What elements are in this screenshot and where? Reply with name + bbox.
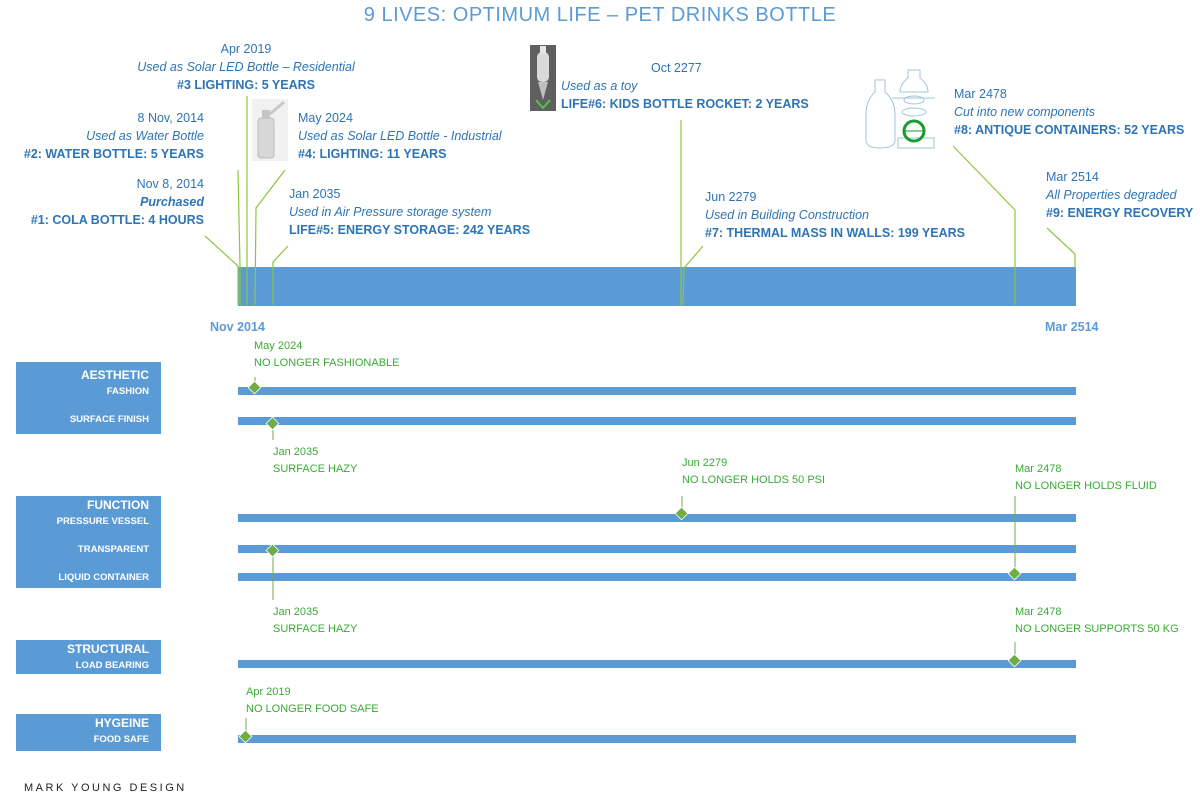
life-event-1 [31, 175, 204, 229]
life-event-desc: Used as a toy [561, 79, 638, 93]
life-event-8 [954, 85, 1184, 139]
bar-load-bearing [238, 660, 1076, 668]
bar-transparent [238, 545, 1076, 553]
category-aesthetic [16, 362, 161, 434]
life-event-date: Apr 2019 [220, 42, 272, 56]
life-event-5 [289, 185, 530, 239]
bar-liquid-container [238, 573, 1076, 581]
degradation-text: NO LONGER HOLDS FLUID [1015, 480, 1157, 492]
degradation-date: Mar 2478 [1015, 463, 1062, 475]
life-event-life: #2: WATER BOTTLE: 5 YEARS [23, 147, 204, 161]
life-event-3 [116, 40, 376, 94]
life-event-date: 8 Nov, 2014 [137, 111, 204, 125]
degradation-fashion [254, 338, 399, 372]
life-event-life: #4: LIGHTING: 11 YEARS [298, 147, 447, 161]
life-event-life: #7: THERMAL MASS IN WALLS: 199 YEARS [705, 226, 965, 240]
category-function [16, 496, 161, 588]
bar-food-safe [238, 735, 1076, 743]
life-event-date: Mar 2514 [1046, 170, 1099, 184]
degradation-text: NO LONGER SUPPORTS 50 KG [1015, 623, 1179, 635]
page-title: 9 LIVES: OPTIMUM LIFE – PET DRINKS BOTTLE [363, 4, 837, 26]
life-event-date: Nov 8, 2014 [136, 177, 204, 191]
life-event-life: #1: COLA BOTTLE: 4 HOURS [30, 213, 204, 227]
category-sub-transparent: TRANSPARENT [77, 544, 149, 555]
footer-brand: MARK YOUNG DESIGN [24, 782, 187, 794]
category-sub-pressure-vessel: PRESSURE VESSEL [56, 516, 149, 527]
life-event-9 [1046, 168, 1193, 222]
life-event-date: May 2024 [298, 111, 353, 125]
degradation-date: Jan 2035 [273, 606, 319, 618]
leader-life-9 [1047, 228, 1075, 268]
life-event-desc: All Properties degraded [1046, 188, 1177, 202]
life-event-life: #3 LIGHTING: 5 YEARS [177, 78, 315, 92]
degradation-liquid-container [1015, 461, 1157, 495]
category-sub-food-safe: FOOD SAFE [93, 734, 149, 745]
life-event-life: LIFE#5: ENERGY STORAGE: 242 YEARS [289, 223, 531, 237]
category-title: STRUCTURAL [67, 642, 149, 656]
life-event-date: Mar 2478 [954, 87, 1007, 101]
solar-led-bottle-image [252, 99, 288, 161]
degradation-stems [246, 377, 1015, 735]
category-title: FUNCTION [87, 498, 149, 512]
degradation-date: Jan 2035 [273, 446, 319, 458]
life-event-6 [561, 59, 809, 113]
category-sub-load-bearing: LOAD BEARING [75, 660, 149, 671]
degradation-date: Jun 2279 [682, 457, 728, 469]
bottle-rocket-image [530, 45, 556, 111]
lifespan-bar [238, 267, 1076, 306]
life-event-life: LIFE#6: KIDS BOTTLE ROCKET: 2 YEARS [561, 97, 809, 111]
degradation-surface-finish [273, 444, 357, 478]
degradation-food-safe [246, 684, 379, 718]
life-event-7 [705, 188, 965, 242]
bar-surface-finish [238, 417, 1076, 425]
life-event-desc: Used in Air Pressure storage system [289, 205, 492, 219]
bar-fashion [238, 387, 1076, 395]
category-sub-fashion: FASHION [106, 386, 149, 397]
life-event-date: Oct 2277 [651, 61, 702, 75]
category-structural [16, 640, 161, 674]
degradation-text: NO LONGER HOLDS 50 PSI [682, 474, 826, 486]
life-event-desc: Used in Building Construction [705, 208, 869, 222]
degradation-date: May 2024 [254, 340, 303, 352]
degradation-transparent [273, 604, 357, 638]
leader-life-1 [205, 236, 238, 305]
life-event-desc: Purchased [140, 195, 204, 209]
bar-pressure-vessel [238, 514, 1076, 522]
category-title: HYGEINE [94, 716, 149, 730]
degradation-text: SURFACE HAZY [273, 463, 358, 475]
life-event-desc: Used as Solar LED Bottle - Industrial [298, 129, 502, 143]
life-event-date: Jun 2279 [705, 190, 757, 204]
life-event-life: #9: ENERGY RECOVERY [1046, 206, 1194, 220]
life-event-life: #8: ANTIQUE CONTAINERS: 52 YEARS [954, 123, 1185, 137]
degradation-load-bearing [1015, 604, 1179, 638]
degradation-text: NO LONGER FASHIONABLE [254, 357, 400, 369]
axis-start-label: Nov 2014 [210, 320, 265, 334]
antique-containers-sketch [866, 70, 935, 148]
axis-end-label: Mar 2514 [1045, 320, 1099, 334]
category-title: AESTHETIC [80, 368, 149, 382]
life-event-desc: Cut into new components [954, 105, 1096, 119]
life-event-desc: Used as Water Bottle [86, 129, 204, 143]
category-sub-surface-finish: SURFACE FINISH [69, 414, 149, 425]
life-event-4 [298, 109, 502, 163]
degradation-text: NO LONGER FOOD SAFE [246, 703, 379, 715]
life-event-2 [24, 109, 204, 163]
life-event-desc: Used as Solar LED Bottle – Residential [137, 60, 355, 74]
degradation-date: Mar 2478 [1015, 606, 1062, 618]
degradation-text: SURFACE HAZY [273, 623, 358, 635]
degradation-date: Apr 2019 [246, 686, 291, 698]
category-hygeine [16, 714, 161, 751]
life-event-date: Jan 2035 [289, 187, 341, 201]
degradation-pressure-vessel [682, 455, 825, 489]
category-sub-liquid-container: LIQUID CONTAINER [58, 572, 149, 583]
